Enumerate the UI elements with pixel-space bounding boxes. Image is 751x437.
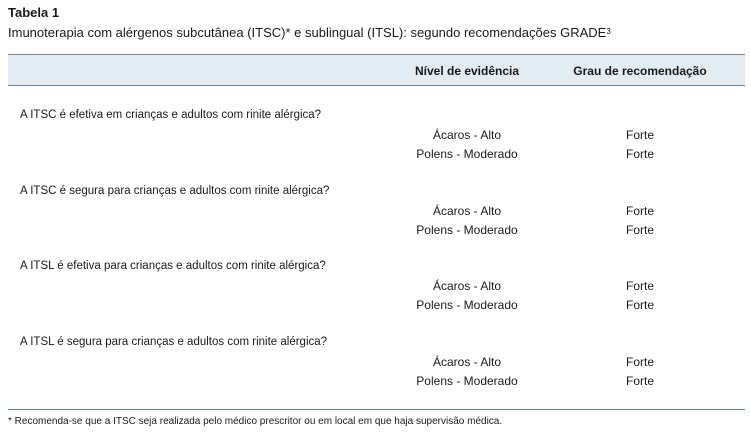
question-itsc-safety: A ITSC é segura para crianças e adultos com rinite alérgica?	[20, 185, 330, 197]
caption-text: Imunoterapia com alérgenos subcutânea (ITSC)* e sublingual (ITSL): segundo recomendações GRADE	[8, 25, 607, 40]
grade-cell: Forte	[625, 204, 655, 218]
grade-cell: Forte	[625, 298, 655, 312]
evidence-cell: Polens - Moderado	[416, 374, 518, 388]
header-evidence-level: Nível de evidência	[414, 64, 520, 78]
question-itsc-efficacy: A ITSC é efetiva em crianças e adultos com rinite alérgica?	[20, 109, 322, 121]
evidence-cell: Ácaros - Alto	[432, 128, 502, 142]
grade-cell: Forte	[625, 223, 655, 237]
question-itsl-safety: A ITSL é segura para crianças e adultos com rinite alérgica?	[20, 336, 328, 348]
footer-rule	[8, 409, 745, 410]
grade-cell: Forte	[625, 374, 655, 388]
question-itsl-efficacy: A ITSL é efetiva para crianças e adultos com rinite alérgica?	[20, 260, 326, 272]
grade-cell: Forte	[625, 147, 655, 161]
evidence-cell: Polens - Moderado	[416, 223, 518, 237]
grade-cell: Forte	[625, 128, 655, 142]
evidence-cell: Ácaros - Alto	[432, 279, 502, 293]
table-caption	[8, 24, 611, 42]
evidence-cell: Polens - Moderado	[416, 298, 518, 312]
table-label: Tabela 1	[8, 5, 60, 20]
evidence-cell: Ácaros - Alto	[432, 355, 502, 369]
header-recommendation-grade: Grau de recomendação	[573, 64, 707, 78]
table-header	[8, 54, 745, 86]
footnote: * Recomenda-se que a ITSC seja realizada pelo médico prescritor ou em local em que haja supervisão médica.	[8, 416, 503, 427]
caption-reference: 3	[606, 27, 611, 36]
grade-cell: Forte	[625, 355, 655, 369]
grade-cell: Forte	[625, 279, 655, 293]
evidence-cell: Polens - Moderado	[416, 147, 518, 161]
evidence-cell: Ácaros - Alto	[432, 204, 502, 218]
